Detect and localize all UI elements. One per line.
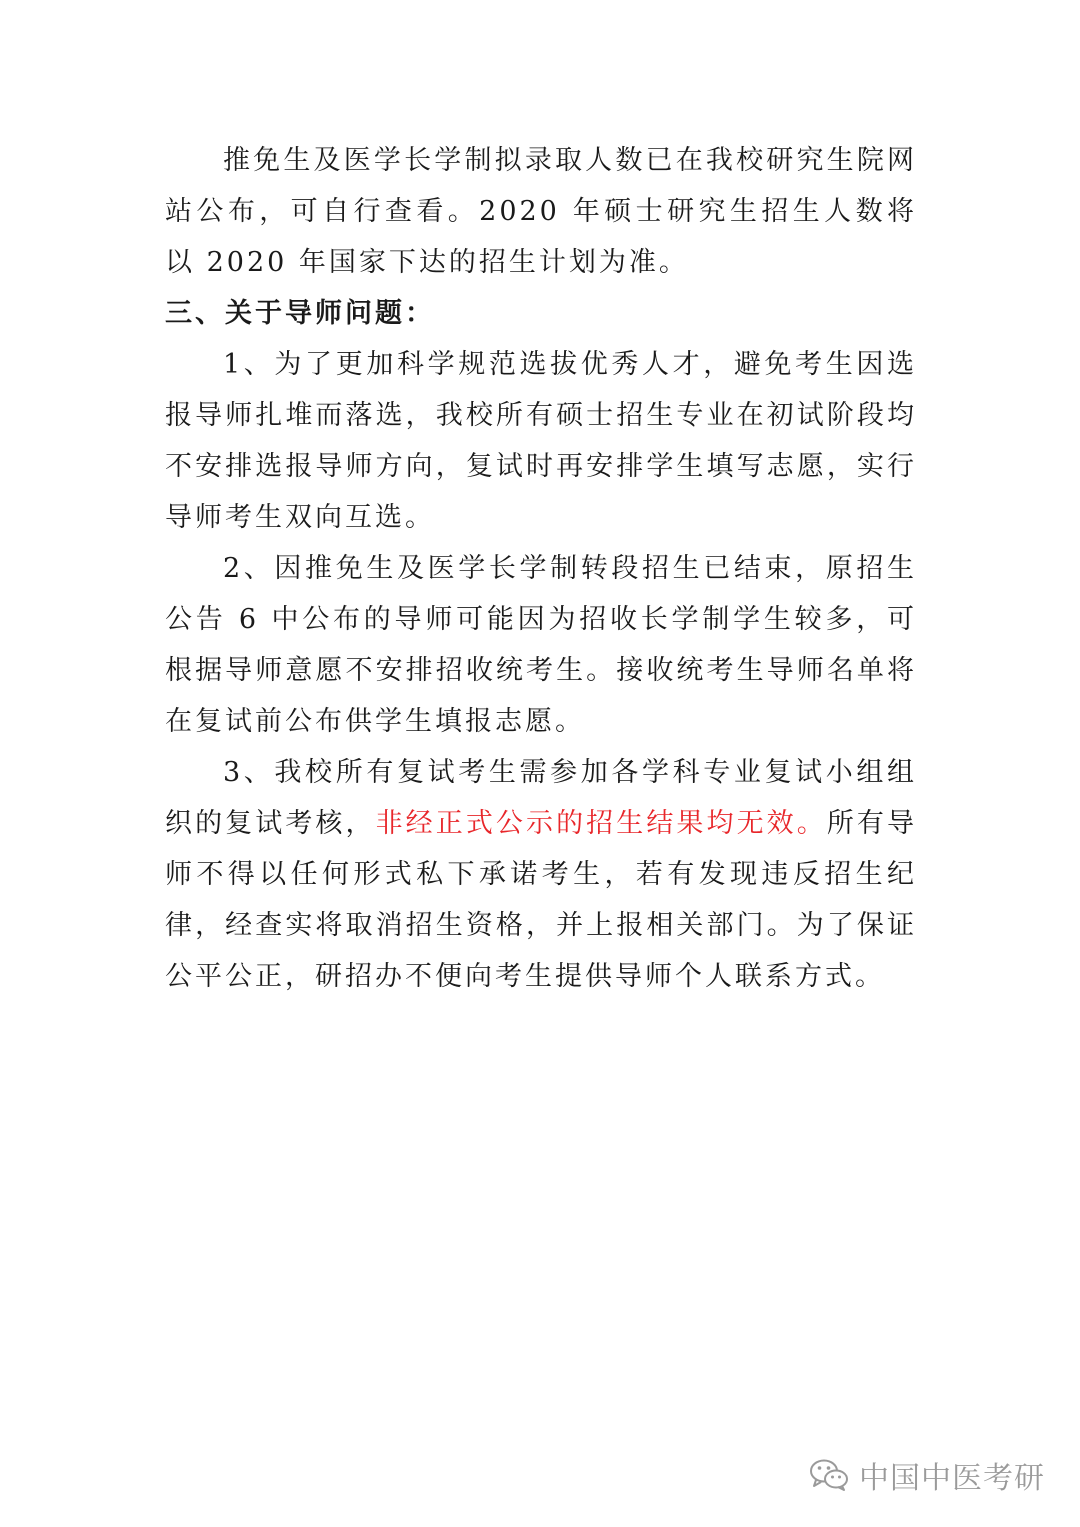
- wechat-icon: [809, 1458, 849, 1492]
- paragraph-advisor-selection: 1、为了更加科学规范选拔优秀人才，避免考生因选报导师扎堆而落选，我校所有硕士招生专业在初试阶段均不安排选报导师方向，复试时再安排学生填写志愿，实行导师考生双向互选。: [165, 349, 917, 533]
- paragraph-rules-start: 3、我校所有复试考生需参加各学科专业复试小组组织的复试考核，: [165, 757, 917, 839]
- document-body: [165, 135, 917, 1002]
- watermark: [809, 1453, 1045, 1497]
- paragraph-rules-end: 所有导师不得以任何形式私下承诺考生，若有发现违反招生纪律，经查实将取消招生资格，并上报相关部门。为了保证公平公正，研招办不便向考生提供导师个人联系方式。: [165, 808, 918, 992]
- paragraph-advisor-list: 2、因推免生及医学长学制转段招生已结束，原招生公告 6 中公布的导师可能因为招收长学制学生较多，可根据导师意愿不安排招收统考生。接收统考生导师名单将在复试前公布供学生填报志愿。: [165, 553, 917, 737]
- paragraph-admission-numbers: 推免生及医学长学制拟录取人数已在我校研究生院网站公布，可自行查看。2020 年硕士研究生招生人数将以 2020 年国家下达的招生计划为准。: [165, 145, 917, 278]
- highlighted-warning: 非经正式公示的招生结果均无效。: [375, 808, 827, 839]
- section-heading-advisors: 三、关于导师问题：: [165, 298, 435, 329]
- paragraph-admission-rules: [165, 747, 917, 1002]
- watermark-text: 中国中医考研: [859, 1461, 1045, 1496]
